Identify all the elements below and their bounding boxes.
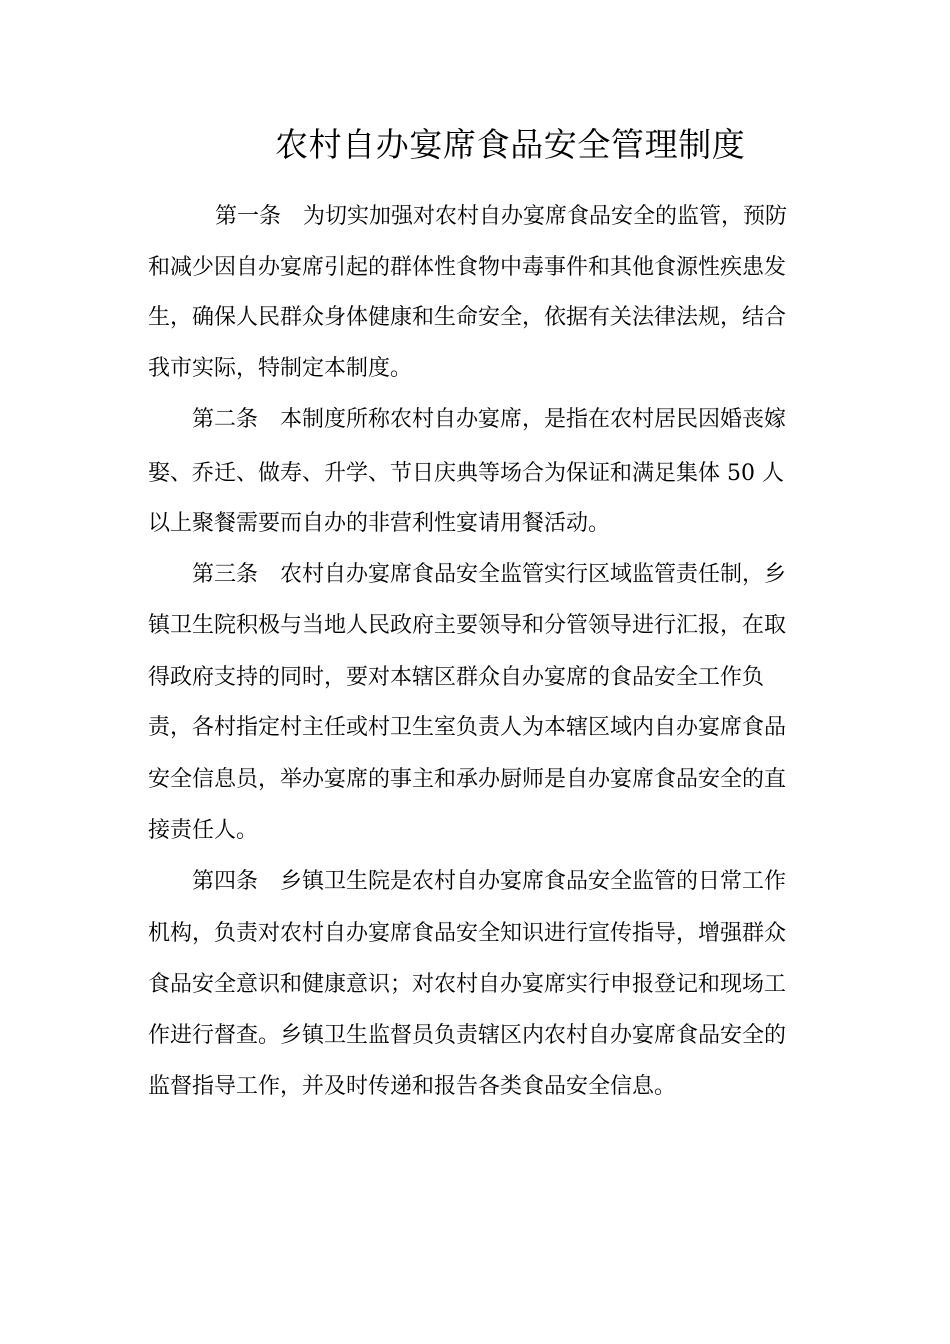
article-4-line-1: 第四条 乡镇卫生院是农村自办宴席食品安全监管的日常工作: [192, 869, 787, 894]
article-1-line-1: 第一条 为切实加强对农村自办宴席食品安全的监管，预防: [215, 204, 788, 229]
document-title: 农村自办宴席食品安全管理制度: [275, 125, 746, 164]
article-3-line-4: 责，各村指定村主任或村卫生室负责人为本辖区域内自办宴席食品: [148, 715, 787, 740]
article-4-line-3: 食品安全意识和健康意识；对农村自办宴席实行申报登记和现场工: [148, 972, 787, 997]
article-4-line-2: 机构，负责对农村自办宴席食品安全知识进行宣传指导，增强群众: [148, 921, 787, 946]
article-1-line-4: 我市实际，特制定本制度。: [148, 356, 413, 381]
article-2-line-3: 以上聚餐需要而自办的非营利性宴请用餐活动。: [148, 511, 611, 536]
article-3-line-1: 第三条 农村自办宴席食品安全监管实行区域监管责任制，乡: [192, 562, 787, 587]
article-2-line-1: 第二条 本制度所称农村自办宴席，是指在农村居民因婚丧嫁: [192, 407, 787, 432]
article-2-line-2: 娶、乔迁、做寿、升学、节日庆典等场合为保证和满足集体 50 人: [148, 461, 784, 486]
article-1-line-2: 和减少因自办宴席引起的群体性食物中毒事件和其他食源性疾患发: [148, 255, 787, 280]
article-4-line-5: 监督指导工作，并及时传递和报告各类食品安全信息。: [148, 1074, 677, 1099]
article-4-line-4: 作进行督查。乡镇卫生监督员负责辖区内农村自办宴席食品安全的: [148, 1023, 787, 1048]
article-1-line-3: 生，确保人民群众身体健康和生命安全，依据有关法律法规，结合: [148, 305, 787, 330]
article-3-line-2: 镇卫生院积极与当地人民政府主要领导和分管领导进行汇报，在取: [148, 613, 787, 638]
article-3-line-6: 接责任人。: [148, 818, 259, 843]
article-3-line-5: 安全信息员，举办宴席的事主和承办厨师是自办宴席食品安全的直: [148, 767, 787, 792]
article-3-line-3: 得政府支持的同时，要对本辖区群众自办宴席的食品安全工作负: [148, 665, 765, 690]
